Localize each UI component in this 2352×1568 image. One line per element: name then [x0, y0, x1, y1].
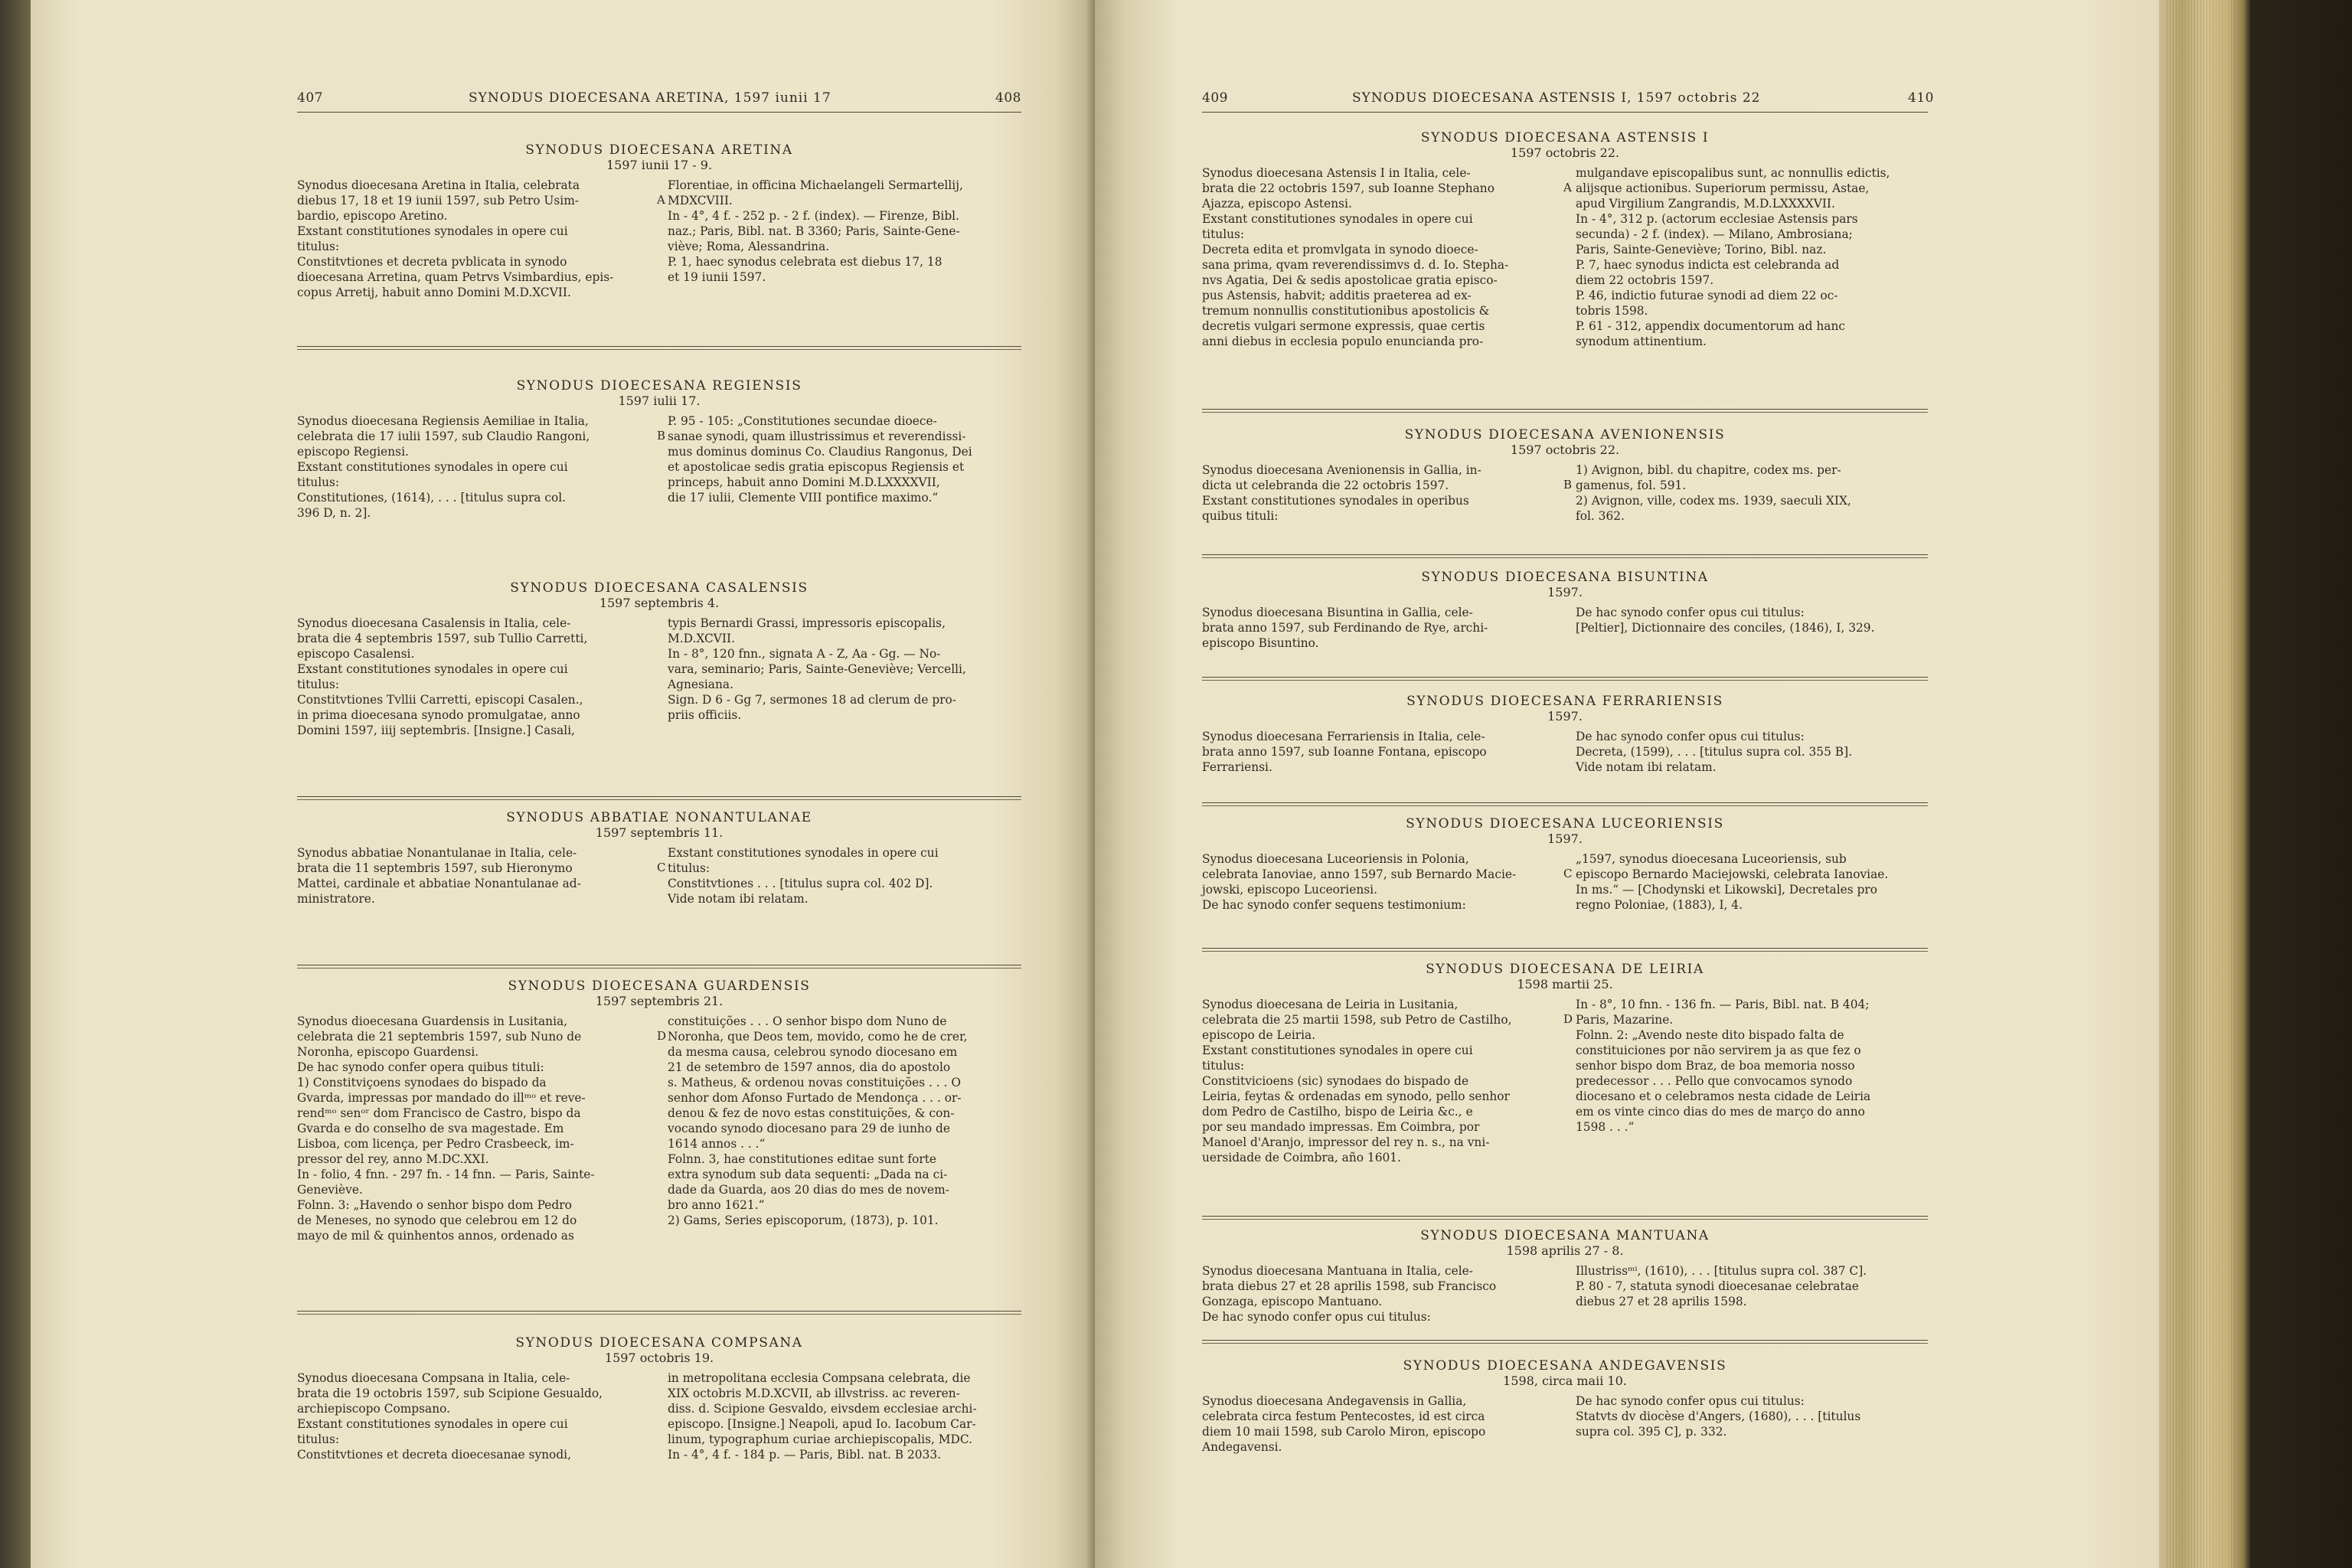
entry-text-left: Synodus dioecesana Regiensis Aemiliae in Italia, celebrata die 17 iulii 1597, sub Claudio Rangoni, episcopo Regiensi. Exstant constitutiones synodales in opere cui titulus: Constitutiones, (1614), . . . [titulus supra col. 396 D, n. 2]. [297, 414, 590, 520]
entry-separator [297, 796, 1021, 797]
entry-text-left: Synodus dioecesana de Leiria in Lusitania, celebrata die 25 martii 1598, sub Petro de Castilho, episcopo de Leiria. Exstant constitutiones synodales in opere cui titulus: Constitvicioens (sic) synodaes do bispado de Leiria, feytas & ordenadas em synodo, pello senhor dom Pedro de Castilho, bispo de Leiria &c., e por seu mandado impressas. Em Coimbra, por Manoel d'Aranjo, impressor del rey n. s., na vni- uersidade de Coimbra, año 1601. [1202, 998, 1512, 1165]
entry [1202, 570, 1928, 650]
entry-text-left: Synodus dioecesana Casalensis in Italia, cele- brata die 4 septembris 1597, sub Tullio Carretti, episcopo Casalensi. Exstant constitutiones synodales in opere cui titulus: Constitvtiones Tvllii Carretti, episcopi Casalen., in prima dioecesana synodo promulgatae, anno Domini 1597, iiij septembris. [Insigne.] Casali, [297, 616, 588, 737]
entry-separator [1202, 948, 1928, 949]
entry-date: 1597. [1547, 831, 1583, 846]
margin-letter: D [657, 1029, 667, 1043]
entry [1202, 427, 1928, 523]
header-rule [1202, 112, 1928, 113]
entry-text-left: Synodus dioecesana Avenionensis in Gallia, in- dicta ut celebranda die 22 octobris 1597. Exstant constitutiones synodales in operibus quibus tituli: [1202, 463, 1481, 523]
header-rule [297, 112, 1021, 113]
entry-date: 1597 iunii 17 - 9. [606, 158, 713, 172]
entry-separator-thin [1202, 1343, 1928, 1344]
entry-date: 1598, circa maii 10. [1503, 1374, 1627, 1388]
entry-separator-thin [1202, 1219, 1928, 1220]
margin-letter: C [1563, 867, 1573, 880]
entry-date: 1597 iulii 17. [618, 394, 701, 408]
entry-date: 1597 octobris 22. [1510, 145, 1620, 160]
entry-text-left: Synodus abbatiae Nonantulanae in Italia, cele- brata die 11 septembris 1597, sub Hieronymo Mattei, cardinale et abbatiae Nonantulanae ad- ministratore. [297, 846, 581, 906]
column-number-left: 409 [1202, 90, 1228, 106]
entry-separator [297, 346, 1021, 347]
entry-text-right: constituições . . . O senhor bispo dom Nuno de Noronha, que Deos tem, movido, como he de crer, da mesma causa, celebrou synodo diocesano em 21 de setembro de 1597 annos, dia do apostolo s. Matheus, & ordenou novas constituições . . . O senhor dom Afonso Furtado de Mendonça . . . or- denou & fez de novo estas constituições, & con- vocando synodo diocesano para 29 de iunho de 1614 annos . . .“ Folnn. 3, hae constitutiones editae sunt forte extra synodum sub data sequenti: „Dada na ci- dade da Guarda, aos 20 dias do mes de novem- bro anno 1621.“ 2) Gams, Series episcoporum, (1873), p. 101. [668, 1014, 968, 1227]
entry [1202, 962, 1928, 1165]
entry-separator-thin [1202, 805, 1928, 806]
entry-text-left: Synodus dioecesana Guardensis in Lusitania, celebrata die 21 septembris 1597, sub Nuno de Noronha, episcopo Guardensi. De hac synodo confer opera quibus tituli: 1) Constitviçoens synodaes do bispado da Gvarda, impressas por mandado do illᵐᵒ et reve- rendᵐᵒ senᵒʳ dom Francisco de Castro, bispo da Gvarda e do conselho de sva magestade. Em Lisboa, com licença, per Pedro Crasbeeck, im- pressor del rey, anno M.DC.XXI. In - folio, 4 fnn. - 297 fn. - 14 fnn. — Paris, Sainte- Geneviève. Folnn. 3: „Havendo o senhor bispo dom Pedro de Meneses, no synodo que celebrou em 12 do mayo de mil & quinhentos annos, ordenado as [297, 1014, 595, 1243]
entry-title: SYNODUS DIOECESANA AVENIONENSIS [1404, 427, 1726, 443]
entry-separator-thin [1202, 557, 1928, 558]
entry-text-left: Synodus dioecesana Luceoriensis in Polonia, celebrata Ianoviae, anno 1597, sub Bernardo Macie- jowski, episcopo Luceoriensi. De hac synodo confer sequens testimonium: [1202, 852, 1517, 912]
entry [1202, 694, 1928, 774]
entry-title: SYNODUS DIOECESANA REGIENSIS [516, 378, 802, 394]
margin-letter: B [1563, 478, 1573, 492]
entry-text-right: „1597, synodus dioecesana Luceoriensis, sub episcopo Bernardo Maciejowski, celebrata Ianoviae. In ms.“ — [Chodynski et Likowski], Decretales pro regno Poloniae, (1883), I, 4. [1576, 852, 1889, 912]
entry-separator-thin [297, 1314, 1021, 1315]
entry-title: SYNODUS DIOECESANA ANDEGAVENSIS [1403, 1358, 1727, 1374]
entry-title: SYNODUS DIOECESANA MANTUANA [1420, 1228, 1710, 1243]
entry-text-right: De hac synodo confer opus cui titulus: Statvts dv diocèse d'Angers, (1680), . . . [titulus supra col. 395 C], p. 332. [1576, 1394, 1861, 1439]
entry-date: 1598 aprilis 27 - 8. [1506, 1243, 1624, 1258]
column-number-left: 407 [297, 90, 323, 106]
entry-text-right: De hac synodo confer opus cui titulus: Decreta, (1599), . . . [titulus supra col. 355 B]. Vide notam ibi relatam. [1576, 730, 1852, 774]
entry-separator [1202, 1216, 1928, 1217]
entry-title: SYNODUS DIOECESANA DE LEIRIA [1426, 962, 1704, 977]
entry [297, 1335, 1021, 1462]
entry-text-right: mulgandave episcopalibus sunt, ac nonnullis edictis, alijsque actionibus. Superiorum permissu, Astae, apud Virgilium Zangrandis, M.D.LXXXXVII. In - 4°, 312 p. (actorum ecclesiae Astensis pars secunda) - 2 f. (index). — Milano, Ambrosiana; Paris, Sainte-Geneviève; Torino, Bibl. naz. P. 7, haec synodus indicta est celebranda ad diem 22 octobris 1597. P. 46, indictio futurae synodi ad diem 22 oc- tobris 1598. P. 61 - 312, appendix documentorum ad hanc synodum attinentium. [1576, 166, 1890, 348]
page-edge-lines [2167, 0, 2236, 1568]
margin-letter: A [657, 193, 665, 207]
entry-text-left: Synodus dioecesana Aretina in Italia, celebrata diebus 17, 18 et 19 iunii 1597, sub Petro Usim- bardio, episcopo Aretino. Exstant constitutiones synodales in opere cui titulus: Constitvtiones et decreta pvblicata in synodo dioecesana Arretina, quam Petrvs Vsimbardius, epis- copus Arretij, habuit anno Domini M.D.XCVII. [297, 178, 614, 299]
entry-separator-thin [1202, 412, 1928, 413]
entry-text-right: De hac synodo confer opus cui titulus: [Peltier], Dictionnaire des conciles, (1846), I, 329. [1576, 606, 1875, 635]
entry-title: SYNODUS DIOECESANA BISUNTINA [1421, 570, 1709, 585]
running-head-right: SYNODUS DIOECESANA ASTENSIS I, 1597 octobris 22 [1352, 90, 1761, 106]
entry-separator [1202, 802, 1928, 803]
entry-separator [1202, 554, 1928, 555]
running-head-left: SYNODUS DIOECESANA ARETINA, 1597 iunii 17 [469, 90, 831, 106]
entry-separator [1202, 1340, 1928, 1341]
entry-date: 1597. [1547, 709, 1583, 724]
entry [297, 378, 1021, 520]
entry-separator-thin [1202, 951, 1928, 952]
margin-letter: B [657, 429, 666, 443]
column-number-right: 408 [995, 90, 1021, 106]
entry-text-right: in metropolitana ecclesia Compsana celebrata, die XIX octobris M.D.XCVII, ab illvstriss. ac reveren- diss. d. Scipione Gesvaldo, eivsdem ecclesiae archi- episcopo. [Insigne.] Neapoli, apud Io. Iacobum Car- linum, typographum curiae archiepiscopalis, MDC. In - 4°, 4 f. - 184 p. — Paris, Bibl. nat. B 2033. [668, 1371, 977, 1462]
entry [297, 142, 1021, 299]
entry-title: SYNODUS DIOECESANA CASALENSIS [510, 580, 808, 596]
background-left [0, 0, 31, 1568]
entry-text-left: Synodus dioecesana Mantuana in Italia, cele- brata diebus 27 et 28 aprilis 1598, sub Francisco Gonzaga, episcopo Mantuano. De hac synodo confer opus cui titulus: [1202, 1264, 1497, 1324]
entry-text-right: Exstant constitutiones synodales in opere cui titulus: Constitvtiones . . . [titulus supra col. 402 D]. Vide notam ibi relatam. [668, 846, 939, 906]
page-left [31, 0, 1095, 1568]
entry-separator-thin [297, 968, 1021, 969]
page-right [1095, 0, 2159, 1568]
entry-text-left: Synodus dioecesana Astensis I in Italia, cele- brata die 22 octobris 1597, sub Ioanne Stephano Ajazza, episcopo Astensi. Exstant constitutiones synodales in opere cui titulus: Decreta edita et promvlgata in synodo dioece- sana prima, qvam reverendissimvs d. d. Io. Stepha- nvs Agatia, Dei & sedis apostolicae gratia episco- pus Astensis, habvit; additis praeterea ad ex- tremum nonnullis constitutionibus apostolicis & decretis vulgari sermone expressis, quae certis anni diebus in ecclesia populo enuncianda pro- [1202, 166, 1509, 348]
entry-title: SYNODUS DIOECESANA ARETINA [525, 142, 793, 158]
entry [1202, 1228, 1928, 1324]
entry [1202, 130, 1928, 348]
entry-text-right: In - 8°, 10 fnn. - 136 fn. — Paris, Bibl. nat. B 404; Paris, Mazarine. Folnn. 2: „Avendo neste dito bispado falta de constituiciones por não servirem ja as que fez o senhor bispo dom Braz, de boa memoria nosso predecessor . . . Pello que convocamos synodo diocesano et o celebramos nesta cidade de Leiria em os vinte cinco dias do mes de março do anno 1598 . . .“ [1576, 998, 1871, 1134]
entry-text-right: P. 95 - 105: „Constitutiones secundae dioece- sanae synodi, quam illustrissimus et reverendissi- mus dominus dominus Co. Claudius Rangonus, Dei et apostolicae sedis gratia episcopus Regiensis et princeps, habuit anno Domini M.D.LXXXXVII, die 17 iulii, Clemente VIII pontifice maximo.“ [668, 414, 972, 505]
entry [1202, 816, 1928, 912]
entry-date: 1597 septembris 4. [599, 596, 720, 610]
entry-text-left: Synodus dioecesana Andegavensis in Gallia, celebrata circa festum Pentecostes, id est circa diem 10 maii 1598, sub Carolo Miron, episcopo Andegavensi. [1202, 1394, 1486, 1454]
entry-title: SYNODUS DIOECESANA FERRARIENSIS [1406, 694, 1723, 709]
entry-text-right: Illustrissᵐⁱ, (1610), . . . [titulus supra col. 387 C]. P. 80 - 7, statuta synodi dioecesanae celebratae diebus 27 et 28 aprilis 1598. [1576, 1264, 1867, 1308]
entry [297, 978, 1021, 1243]
entry [297, 580, 1021, 737]
entry-title: SYNODUS DIOECESANA COMPSANA [515, 1335, 803, 1351]
entry-separator [297, 1311, 1021, 1312]
entry-date: 1597 septembris 11. [595, 825, 724, 840]
margin-letter: C [657, 861, 666, 874]
entry-date: 1597 octobris 19. [604, 1351, 714, 1365]
entry-date: 1597 septembris 21. [595, 994, 724, 1008]
entry-text-left: Synodus dioecesana Ferrariensis in Italia, cele- brata anno 1597, sub Ioanne Fontana, episcopo Ferrariensi. [1202, 730, 1487, 774]
entry-title: SYNODUS DIOECESANA LUCEORIENSIS [1406, 816, 1724, 831]
entry-date: 1598 martii 25. [1517, 977, 1613, 991]
entry-date: 1597 octobris 22. [1510, 443, 1620, 457]
entry-text-right: Florentiae, in officina Michaelangeli Sermartellij, MDXCVIII. In - 4°, 4 f. - 252 p. - 2 f. (index). — Firenze, Bibl. naz.; Paris, Bibl. nat. B 3360; Paris, Sainte-Gene- viève; Roma, Alessandrina. P. 1, haec synodus celebrata est diebus 17, 18 et 19 iunii 1597. [668, 178, 963, 284]
entry-text-left: Synodus dioecesana Compsana in Italia, cele- brata die 19 octobris 1597, sub Scipione Gesualdo, archiepiscopo Compsano. Exstant constitutiones synodales in opere cui titulus: Constitvtiones et decreta dioecesanae synodi, [297, 1371, 603, 1462]
entry-separator-thin [1202, 680, 1928, 681]
column-number-right: 410 [1908, 90, 1934, 106]
entry [297, 810, 1021, 906]
entry-date: 1597. [1547, 585, 1583, 599]
entry-text-right: 1) Avignon, bibl. du chapitre, codex ms. per- gamenus, fol. 591. 2) Avignon, ville, codex ms. 1939, saeculi XIX, fol. 362. [1576, 463, 1851, 523]
entry-title: SYNODUS DIOECESANA ASTENSIS I [1420, 130, 1710, 145]
entry-separator-thin [297, 349, 1021, 350]
entry-separator-thin [297, 799, 1021, 800]
margin-letter: A [1563, 181, 1572, 194]
entry [1202, 1358, 1928, 1454]
entry-text-right: typis Bernardi Grassi, impressoris episcopalis, M.D.XCVII. In - 8°, 120 fnn., signata A - Z, Aa - Gg. — No- vara, seminario; Paris, Sainte-Geneviève; Vercelli, Agnesiana. Sign. D 6 - Gg 7, sermones 18 ad clerum de pro- priis officiis. [668, 616, 966, 722]
entry-separator [1202, 677, 1928, 678]
entry-text-left: Synodus dioecesana Bisuntina in Gallia, cele- brata anno 1597, sub Ferdinando de Rye, archi- episcopo Bisuntino. [1202, 606, 1488, 650]
entry-separator [1202, 409, 1928, 410]
entry-title: SYNODUS DIOECESANA GUARDENSIS [508, 978, 811, 994]
entry-title: SYNODUS ABBATIAE NONANTULANAE [506, 810, 812, 825]
margin-letter: D [1563, 1012, 1573, 1026]
